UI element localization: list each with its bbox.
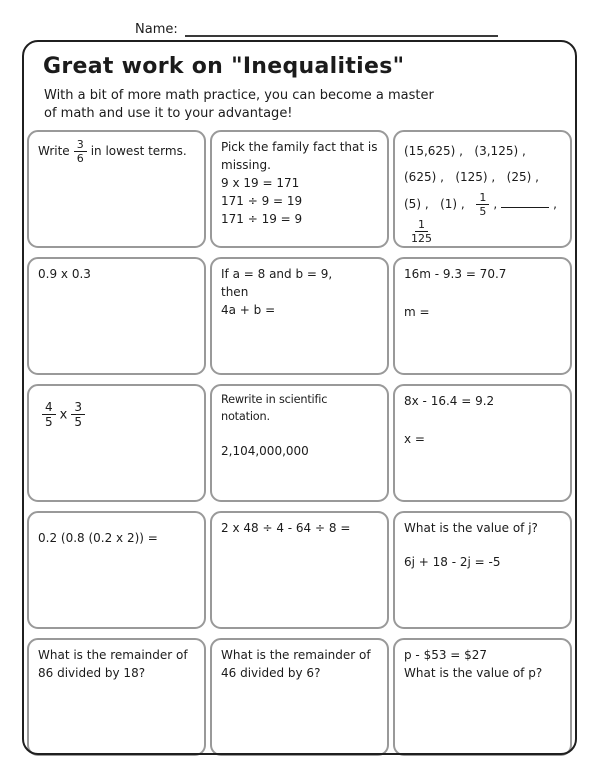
problem-text: Rewrite in scientific notation. [221, 393, 331, 423]
answer-prompt: m = [404, 305, 430, 319]
equation-line: 0.2 (0.8 (0.2 x 2)) = [38, 531, 158, 545]
problem-text: What is the value of j? [404, 521, 538, 535]
problem-cell-solve-j [393, 511, 572, 629]
problem-cell-nested-parentheses [27, 511, 206, 629]
name-row [135, 20, 498, 37]
equation-line: 16m - 9.3 = 70.7 [404, 267, 507, 281]
name-label: Name: [135, 22, 178, 37]
problem-cell-decimal-multiply [27, 257, 206, 375]
fraction: $\frac{3}{6}$ [74, 138, 87, 165]
problem-text: Write [38, 144, 70, 159]
problem-text: then [221, 285, 249, 299]
problem-cell-number-sequence [393, 130, 572, 248]
equation-line: 2 x 48 ÷ 4 - 64 ÷ 8 = [221, 521, 351, 535]
fraction: $\frac{1}{5}$ [476, 191, 489, 218]
number-value: 2,104,000,000 [221, 443, 309, 458]
sequence-line: (625) , (125) , (25) , [404, 169, 539, 184]
problem-cell-remainder-86 [27, 638, 206, 756]
equation-line: 171 ÷ 19 = 9 [221, 212, 303, 226]
problem-cell-order-of-operations [210, 511, 389, 629]
problem-text: What is the value of p? [404, 666, 543, 680]
subtitle-line-2: of math and use it to your advantage! [44, 105, 293, 121]
equation-line: 6j + 18 - 2j = -5 [404, 555, 501, 569]
problem-cell-family-fact [210, 130, 389, 248]
sequence-line: (15,625) , (3,125) , [404, 144, 526, 158]
problem-cell-fraction-multiply [27, 384, 206, 502]
worksheet-title: Great work on "Inequalities" [43, 54, 405, 79]
problem-cell-scientific-notation [210, 384, 389, 502]
problem-cell-solve-x [393, 384, 572, 502]
problem-cell-solve-p [393, 638, 572, 756]
equation-line: p - $53 = $27 [404, 648, 488, 662]
fraction: $\frac{1}{125}$ [411, 217, 432, 246]
equation-line: 171 ÷ 9 = 19 [221, 194, 303, 208]
problem-cell-substitution [210, 257, 389, 375]
equation-line: 8x - 16.4 = 9.2 [404, 394, 495, 408]
problem-cell-solve-m [393, 257, 572, 375]
problem-text: Pick the family fact that is missing. [221, 140, 382, 172]
problem-text: What is the remainder of 46 divided by 6? [221, 648, 375, 680]
subtitle-line-1: With a bit of more math practice, you can become a master [44, 88, 434, 103]
problem-text: If a = 8 and b = 9, [221, 267, 333, 281]
fraction: $\frac{3}{5}$ [71, 400, 85, 430]
problem-text: 0.9 x 0.3 [38, 267, 91, 281]
problem-text: What is the remainder of 86 divided by 18? [38, 648, 192, 680]
sequence-line: (5) , (1) , $\frac{1}{5}$ , , [404, 190, 557, 218]
answer-prompt: x = [404, 432, 425, 446]
sequence-line [404, 218, 561, 245]
problem-text: in lowest terms. [90, 144, 187, 159]
problem-cell-remainder-46 [210, 638, 389, 756]
fraction: $\frac{4}{5}$ [42, 400, 56, 430]
equation-line: 4a + b = [221, 303, 276, 317]
problem-cell-lowest-terms [27, 130, 206, 248]
fill-in-blank-line [501, 197, 549, 208]
name-blank-line [185, 20, 498, 37]
worksheet-subtitle [44, 87, 434, 122]
operator: x [59, 407, 68, 423]
problems-grid [27, 130, 572, 756]
equation-line: 9 x 19 = 171 [221, 176, 300, 190]
